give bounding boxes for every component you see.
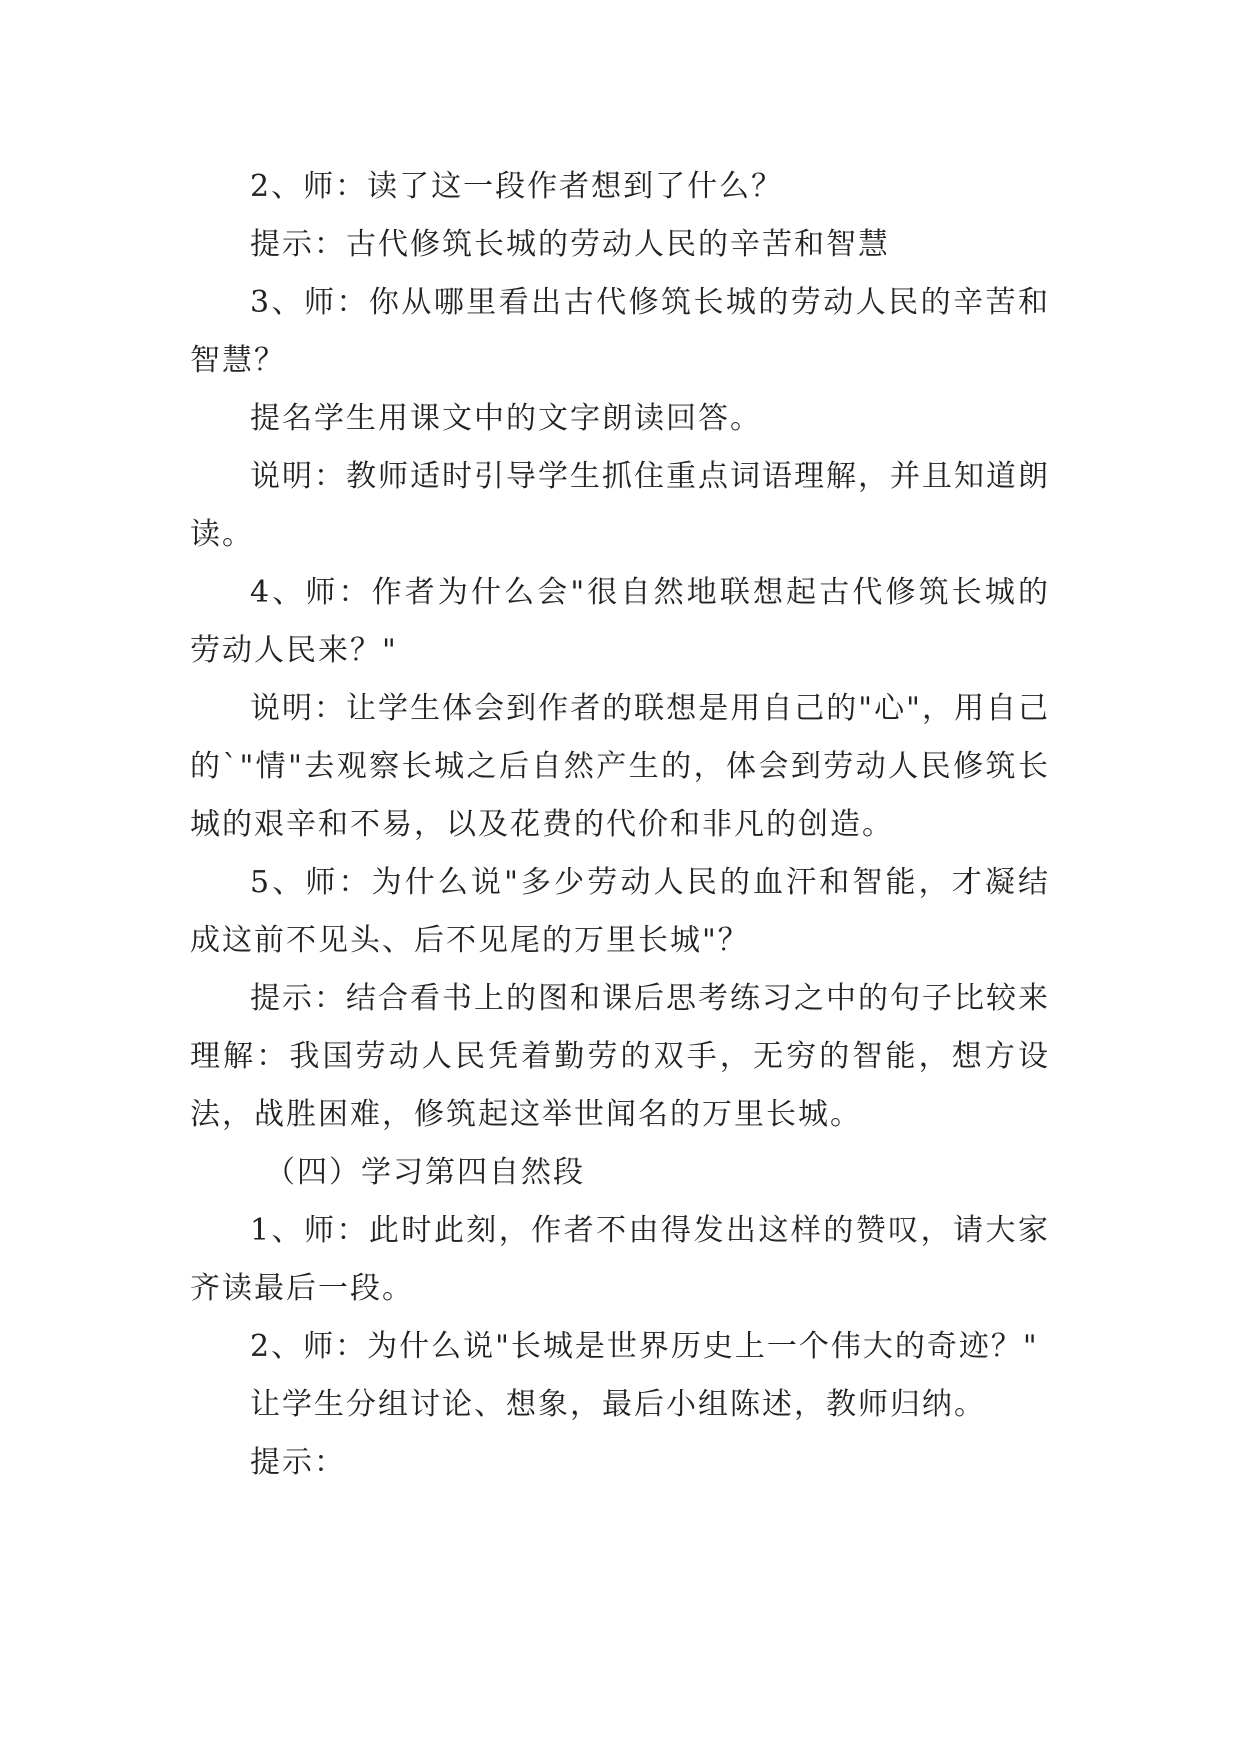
paragraph-1: 2、师：读了这一段作者想到了什么？ bbox=[250, 169, 784, 204]
paragraph-5: 说明：教师适时引导学生抓住重点词语理解，并且知道朗读。 bbox=[190, 459, 1050, 552]
paragraph-12: 让学生分组讨论、想象，最后小组陈述，教师归纳。 bbox=[250, 1387, 986, 1422]
paragraph-2: 提示：古代修筑长城的劳动人民的辛苦和智慧 bbox=[250, 227, 890, 262]
paragraph-11: 2、师：为什么说"长城是世界历史上一个伟大的奇迹？" bbox=[250, 1329, 1039, 1364]
paragraph-13: 提示： bbox=[250, 1445, 346, 1480]
paragraph-10: 1、师：此时此刻，作者不由得发出这样的赞叹，请大家齐读最后一段。 bbox=[190, 1213, 1050, 1306]
paragraph-9: 提示：结合看书上的图和课后思考练习之中的句子比较来理解：我国劳动人民凭着勤劳的双手，无穷的智能，想方设法，战胜困难，修筑起这举世闻名的万里长城。 bbox=[190, 981, 1050, 1132]
paragraph-7: 说明：让学生体会到作者的联想是用自己的"心"，用自己的`"情"去观察长城之后自然产生的，体会到劳动人民修筑长城的艰辛和不易，以及花费的代价和非凡的创造。 bbox=[190, 691, 1050, 842]
document-body bbox=[190, 158, 1050, 1492]
paragraph-3: 3、师：你从哪里看出古代修筑长城的劳动人民的辛苦和智慧？ bbox=[190, 285, 1050, 378]
paragraph-6: 4、师：作者为什么会"很自然地联想起古代修筑长城的劳动人民来？" bbox=[190, 575, 1050, 668]
paragraph-4: 提名学生用课文中的文字朗读回答。 bbox=[250, 401, 762, 436]
paragraph-8: 5、师：为什么说"多少劳动人民的血汗和智能，才凝结成这前不见头、后不见尾的万里长城"？ bbox=[190, 865, 1050, 958]
section-heading: （四）学习第四自然段 bbox=[265, 1155, 585, 1190]
